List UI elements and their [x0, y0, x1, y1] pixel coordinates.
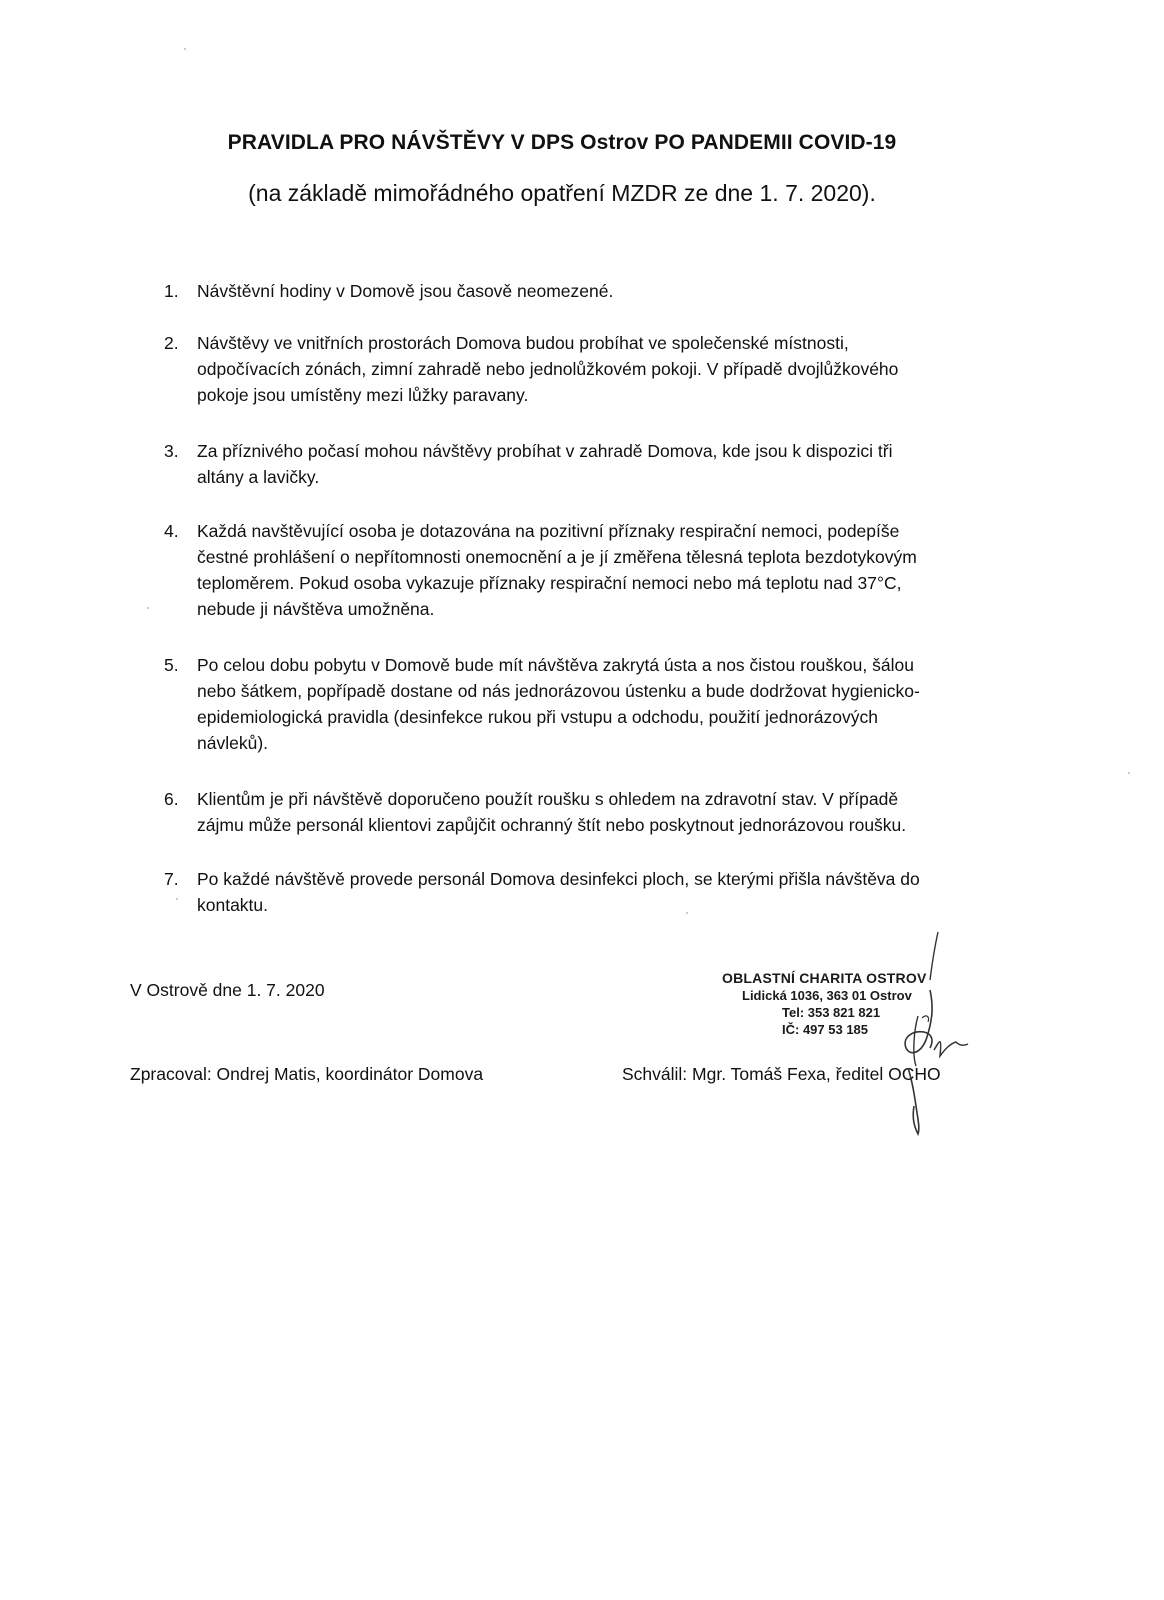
rule-number: 2.: [164, 333, 179, 353]
rule-text: Za příznivého počasí mohou návštěvy probíhat v zahradě Domova, kde jsou k dispozici tři altány a lavičky.: [197, 441, 893, 487]
rule-item: [164, 652, 964, 756]
document-subtitle: (na základě mimořádného opatření MZDR ze dne 1. 7. 2020).: [248, 180, 876, 206]
rule-item: [164, 518, 964, 622]
rule-item: [164, 786, 964, 838]
rule-number: 7.: [164, 869, 179, 889]
date-line: V Ostrově dne 1. 7. 2020: [130, 980, 325, 1000]
scan-speck: [686, 912, 688, 914]
rule-item: [164, 438, 964, 490]
rule-text: Návštěvy ve vnitřních prostorách Domova budou probíhat ve společenské místnosti, odpočívacích zónách, zimní zahradě nebo jednolůžkovém pokoji. V případě dvojlůžkového pokoje jsou umístěny mezi lůžky paravany.: [197, 333, 899, 405]
stamp-ic: IČ: 497 53 185: [782, 1022, 869, 1037]
stamp-phone: Tel: 353 821 821: [782, 1005, 881, 1020]
rule-text: Po celou dobu pobytu v Domově bude mít návštěva zakrytá ústa a nos čistou rouškou, šálou nebo šátkem, popřípadě dostane od nás jednorázovou ústenku a bude dodržovat hygienicko- epidemiologická pravidla (desinfekce rukou při vstupu a odchodu, použití jednorázových návleků).: [197, 655, 920, 753]
rule-number: 5.: [164, 655, 179, 675]
scan-speck: [176, 898, 178, 900]
rule-text: Po každé návštěvě provede personál Domova desinfekci ploch, se kterými přišla návštěva do kontaktu.: [197, 869, 920, 915]
rule-text: Klientům je při návštěvě doporučeno použít roušku s ohledem na zdravotní stav. V případě zájmu může personál klientovi zapůjčit ochranný štít nebo poskytnout jednorázovou roušku.: [197, 789, 907, 835]
rule-item: [164, 278, 964, 304]
rule-text: Každá navštěvující osoba je dotazována na pozitivní příznaky respirační nemoci, podepíše čestné prohlášení o nepřítomnosti onemocnění a je jí změřena tělesná teplota bezdotykovým teploměrem. Pokud osoba vykazuje příznaky respirační nemoci nebo má teplotu nad 37°C, nebude ji návštěva umožněna.: [197, 521, 917, 619]
stamp-address: Lidická 1036, 363 01 Ostrov: [742, 988, 912, 1003]
scan-speck: [147, 607, 149, 609]
rule-number: 4.: [164, 521, 179, 541]
rule-number: 6.: [164, 789, 179, 809]
processed-by: Zpracoval: Ondrej Matis, koordinátor Domova: [130, 1064, 484, 1084]
stamp-organization: OBLASTNÍ CHARITA OSTROV: [722, 970, 927, 986]
rule-item: [164, 330, 964, 408]
scan-speck: [1128, 772, 1130, 774]
rule-item: [164, 866, 964, 918]
handwritten-signature: [860, 930, 970, 1140]
scan-speck: [184, 48, 186, 50]
rule-number: 3.: [164, 441, 179, 461]
approved-by: Schválil: Mgr. Tomáš Fexa, ředitel OCHO: [622, 1064, 941, 1084]
rule-number: 1.: [164, 281, 179, 301]
document-title: PRAVIDLA PRO NÁVŠTĚVY V DPS Ostrov PO PANDEMII COVID-19: [227, 131, 897, 154]
rule-text: Návštěvní hodiny v Domově jsou časově neomezené.: [197, 281, 614, 301]
